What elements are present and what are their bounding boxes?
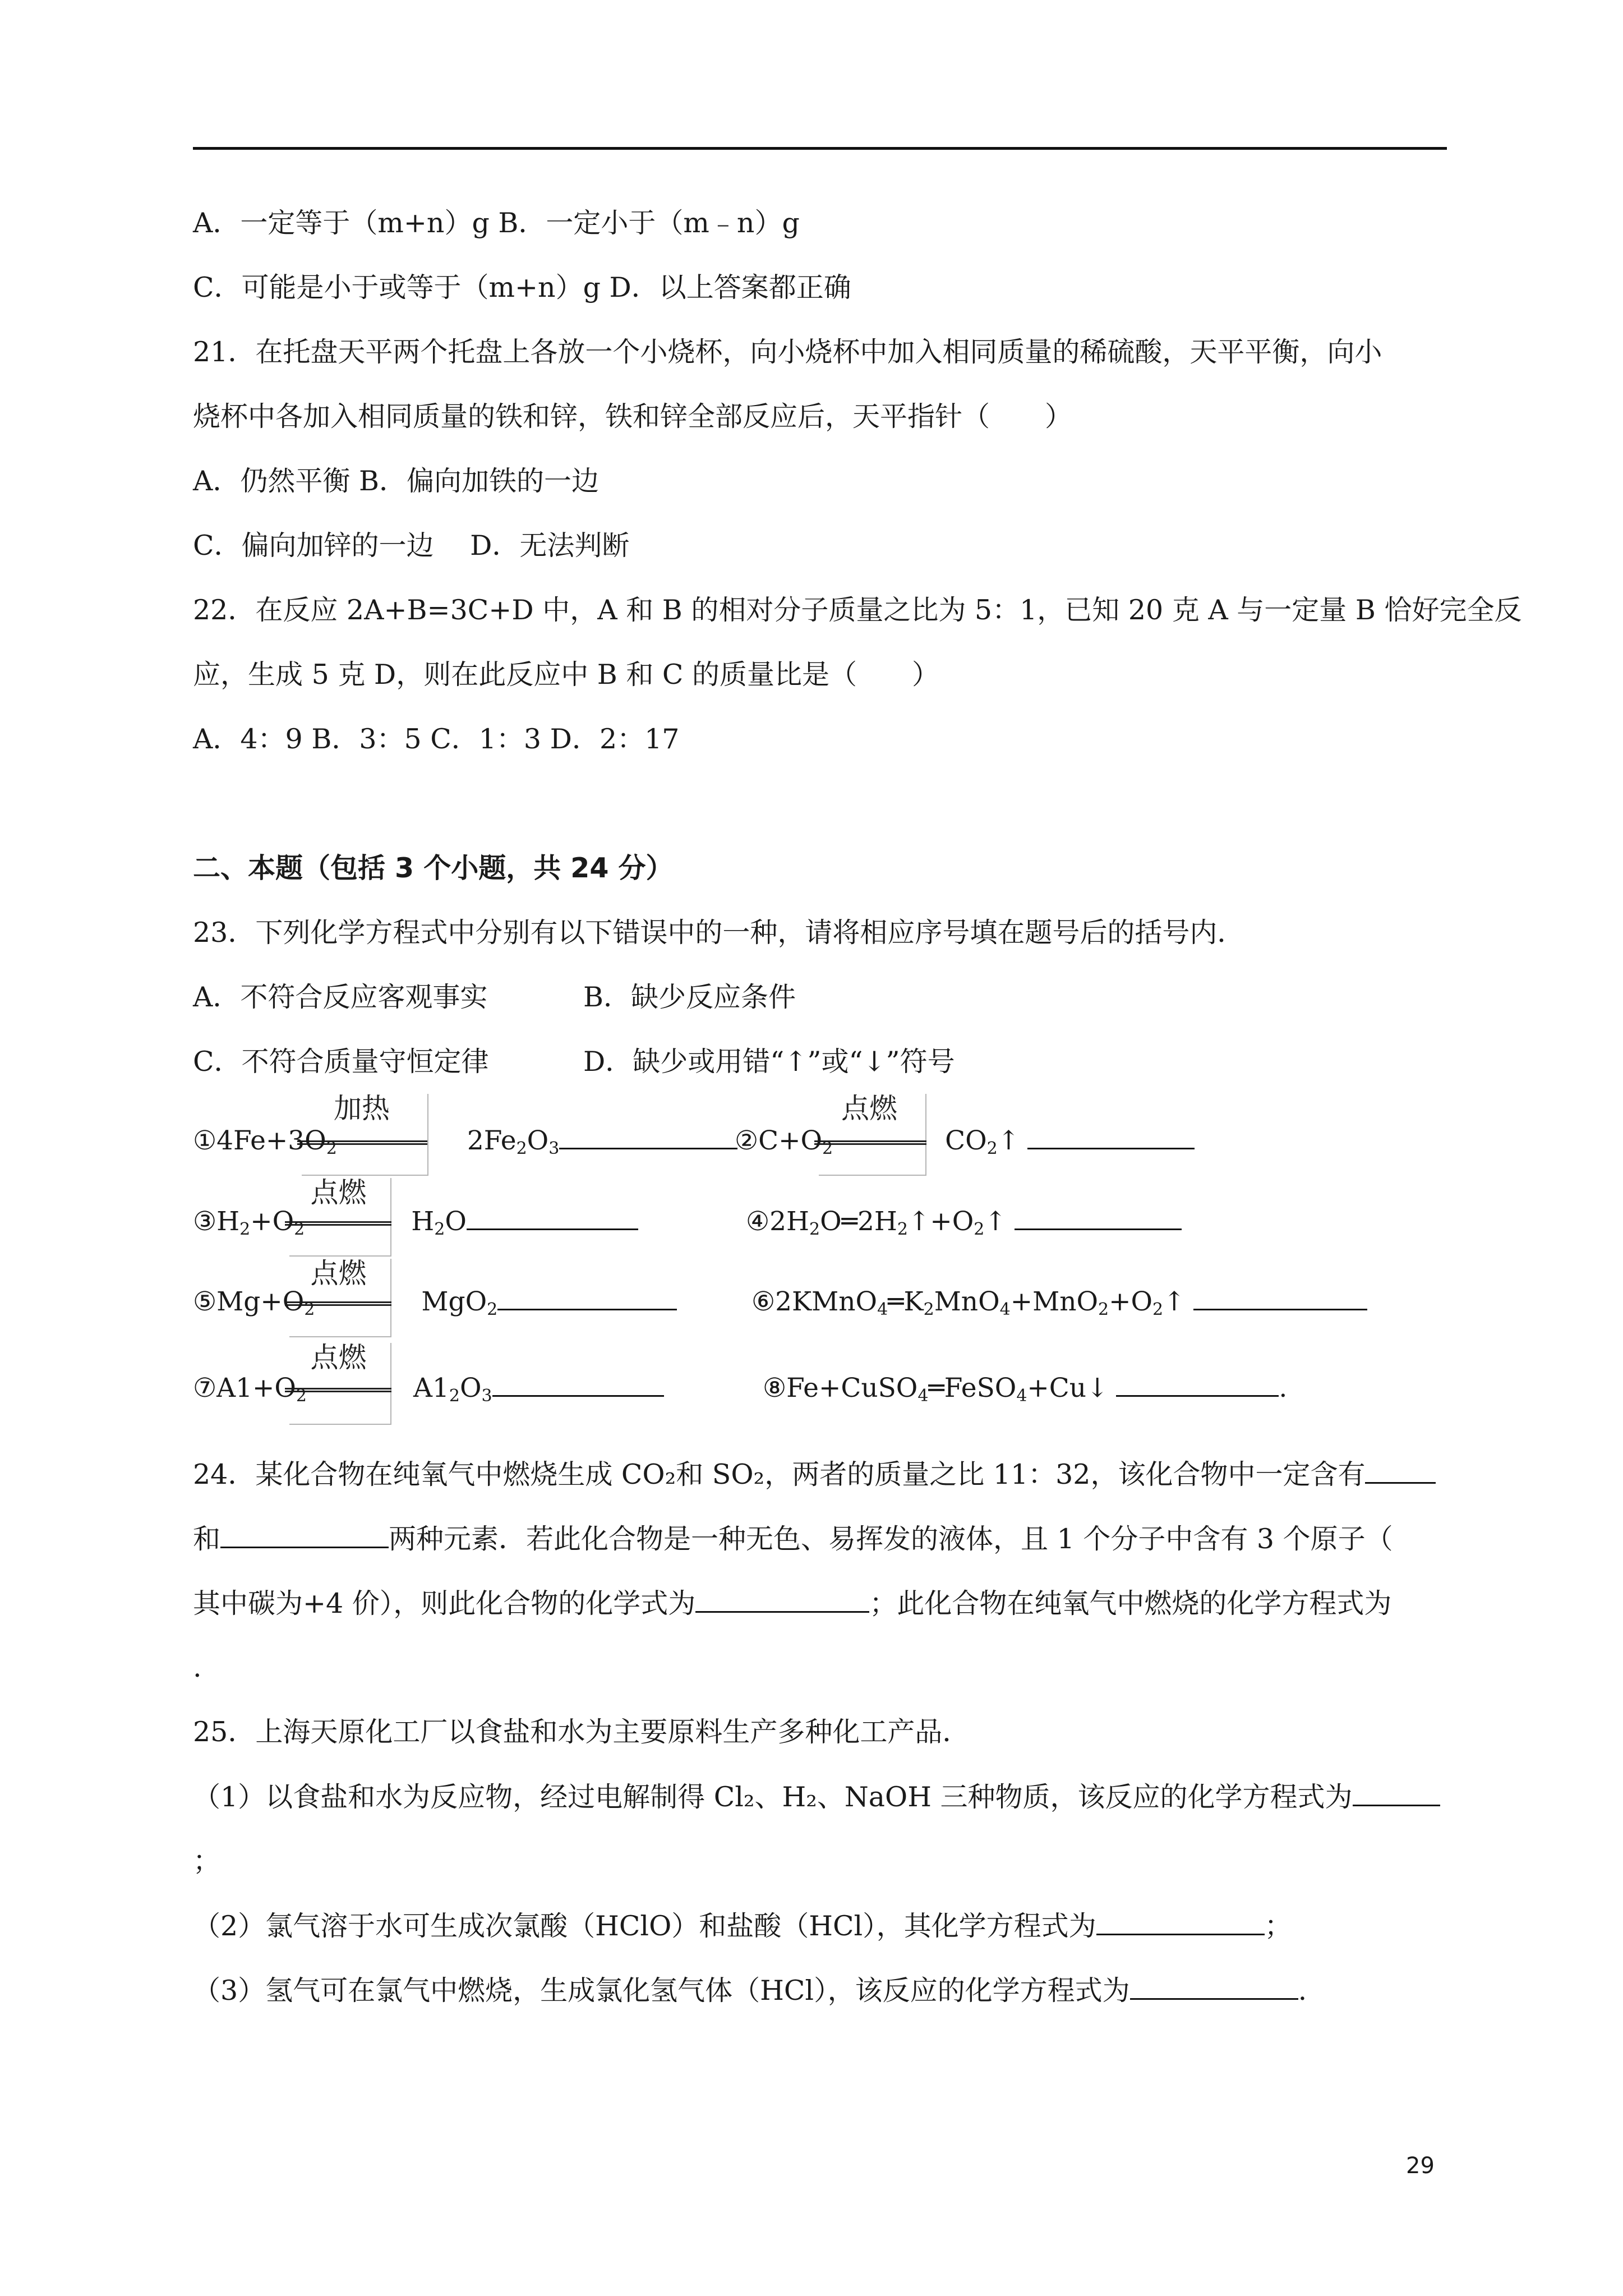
equation-1: $①4Fe+3O_2$ $2Fe_2O_3$ — [193, 1123, 737, 1166]
section-heading: 二、本题（包括 3 个小题，共 24 分） — [193, 852, 674, 884]
page-number: 29 — [1406, 2153, 1435, 2179]
q23-option-d: D．缺少或用错“↑”或“↓”符号 — [583, 1046, 955, 1078]
equation-2: $②C+O_2$ $CO_2↑$ — [735, 1123, 1195, 1166]
q24-line1: 24．某化合物在纯氧气中燃烧生成 CO₂和 SO₂，两者的质量之比 11：32，该化合物中一定含有 — [193, 1457, 1436, 1492]
answer-blank[interactable] — [559, 1123, 737, 1149]
q25-part1-end: ； — [193, 1845, 221, 1877]
q22-options: A．4：9 B．3：5 C．1：3 D．2：17 — [193, 723, 680, 755]
answer-blank[interactable] — [695, 1586, 869, 1613]
answer-blank[interactable] — [1015, 1204, 1182, 1230]
q22-stem-line1: 22．在反应 2A+B=3C+D 中，A 和 B 的相对分子质量之比为 5：1，已知 20 克 A 与一定量 B 恰好完全反 — [193, 594, 1522, 626]
condition-burn: 点燃 — [310, 1341, 367, 1374]
answer-blank[interactable] — [1130, 1973, 1298, 2000]
header-rule — [193, 147, 1447, 150]
q20-options-ab: A．一定等于（m+n）g B．一定小于（m﹣n）g — [193, 207, 800, 239]
equation-5: $⑤Mg+O_2$ MgO$_2$ — [193, 1284, 677, 1327]
q21-stem-line1: 21．在托盘天平两个托盘上各放一个小烧杯，向小烧杯中加入相同质量的稀硫酸，天平平衡，向小 — [193, 336, 1382, 368]
q25-part3: （3）氢气可在氯气中燃烧，生成氯化氢气体（HCl），该反应的化学方程式为 . — [193, 1975, 1307, 2007]
q21-options-ab: A．仍然平衡 B．偏向加铁的一边 — [193, 465, 599, 497]
equation-4: $④2H_2O═2H_2↑+O_2↑$ — [746, 1204, 1182, 1246]
equation-6: $⑥2KMnO_4═K_2MnO_4+MnO_2+O_2↑$ — [751, 1284, 1367, 1327]
answer-blank[interactable] — [467, 1204, 638, 1230]
condition-heat: 加热 — [334, 1092, 390, 1125]
condition-burn: 点燃 — [310, 1257, 367, 1290]
q22-stem-line2: 应，生成 5 克 D，则在此反应中 B 和 C 的质量比是（ ） — [193, 659, 939, 691]
q23-stem: 23．下列化学方程式中分别有以下错误中的一种，请将相应序号填在题号后的括号内． — [193, 917, 1245, 949]
q24-line2: 和 两种元素．若此化合物是一种无色、易挥发的液体，且 1 个分子中含有 3 个原子（ — [193, 1523, 1393, 1555]
q23-option-a: A．不符合反应客观事实 — [193, 981, 488, 1013]
q25-part2: （2）氯气溶于水可生成次氯酸（HClO）和盐酸（HCl），其化学方程式为 ； — [193, 1910, 1292, 1942]
q25-stem: 25．上海天原化工厂以食盐和水为主要原料生产多种化工产品． — [193, 1716, 970, 1748]
q21-options-cd: C．偏向加锌的一边 D．无法判断 — [193, 530, 630, 562]
q20-options-cd: C．可能是小于或等于（m+n）g D．以上答案都正确 — [193, 272, 851, 303]
answer-blank[interactable] — [1365, 1457, 1436, 1484]
equation-7: $⑦A1+O_2$ $A1_2O_3$ — [193, 1370, 664, 1413]
answer-blank[interactable] — [220, 1522, 389, 1548]
q23-option-c: C．不符合质量守恒定律 — [193, 1046, 489, 1078]
q23-option-b: B．缺少反应条件 — [583, 981, 796, 1013]
q21-stem-line2: 烧杯中各加入相同质量的铁和锌，铁和锌全部反应后，天平指针（ ） — [193, 401, 1073, 432]
answer-blank[interactable] — [1096, 1909, 1265, 1935]
condition-burn: 点燃 — [310, 1176, 367, 1209]
q24-line4: . — [193, 1651, 202, 1683]
answer-blank[interactable] — [1116, 1370, 1279, 1397]
answer-blank[interactable] — [492, 1370, 664, 1397]
answer-blank[interactable] — [1027, 1123, 1195, 1149]
q25-part1: （1）以食盐和水为反应物，经过电解制得 Cl₂、H₂、NaOH 三种物质，该反应的化学方程式为 — [193, 1780, 1440, 1814]
answer-blank[interactable] — [1193, 1284, 1367, 1310]
answer-blank[interactable] — [497, 1284, 677, 1310]
equation-8: ⑧Fe+CuSO$_4$═FeSO$_4$+Cu↓ . — [763, 1370, 1287, 1413]
q24-line3: 其中碳为+4 价），则此化合物的化学式为 ；此化合物在纯氧气中燃烧的化学方程式为 — [193, 1588, 1392, 1619]
condition-burn: 点燃 — [841, 1092, 897, 1125]
answer-blank[interactable] — [1353, 1780, 1440, 1806]
equation-3: $③H_2+O_2$ $H_2O$ — [193, 1204, 638, 1246]
